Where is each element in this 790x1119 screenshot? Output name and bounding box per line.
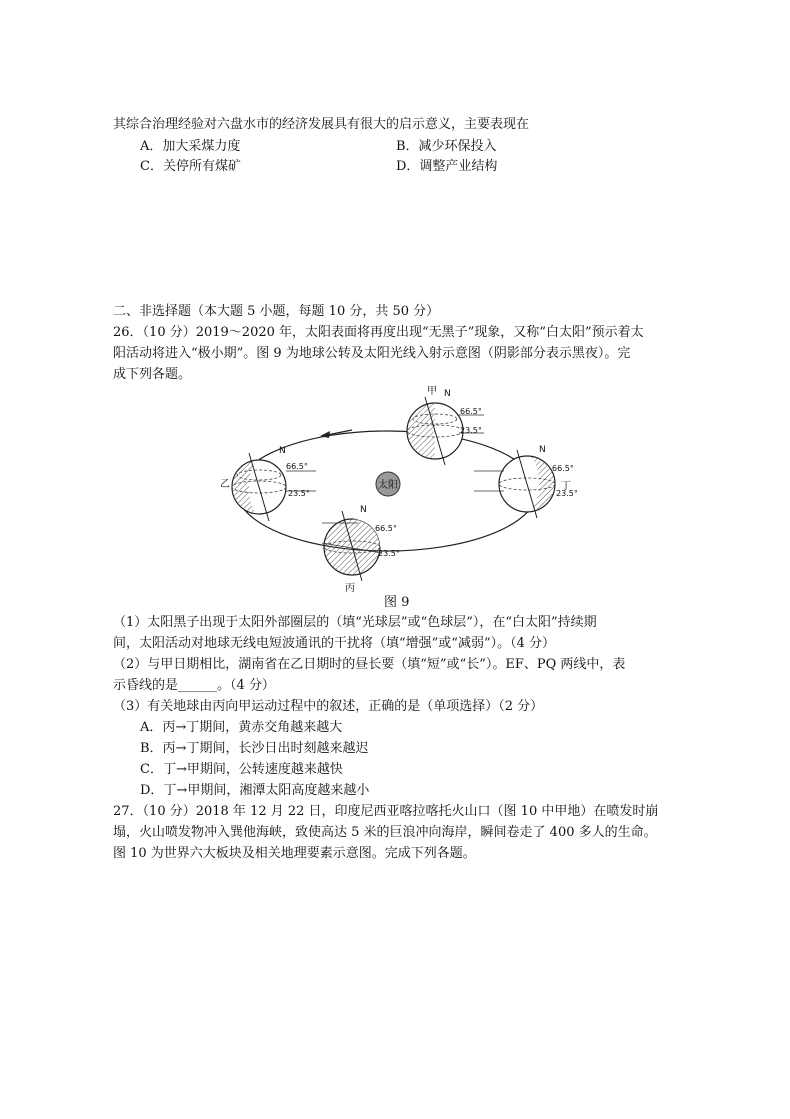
q26-sub2-line-2: 示昏线的是______。（4 分）: [113, 678, 275, 693]
lat-arctic-label: 66.5°: [375, 524, 397, 533]
q26-sub3-option-b: B．丙→丁期间，长沙日出时刻越来越迟: [140, 741, 369, 756]
q26-sub1-line-1: （1）太阳黑子出现于太阳外部圈层的（填“光球层”或“色球层”），在“白太阳”持续期: [113, 615, 597, 630]
earth-position-yi: [220, 446, 316, 521]
earth-position-bing: [322, 505, 408, 594]
q26-sub3-option-c: C．丁→甲期间，公转速度越来越快: [140, 762, 343, 777]
earth-position-ding: [474, 445, 578, 518]
lat-tropic-label: 23.5°: [288, 489, 310, 498]
q25-stem: 其综合治理经验对六盘水市的经济发展具有很大的启示意义，主要表现在: [113, 117, 530, 132]
q25-option-c: C．关停所有煤矿: [140, 159, 241, 174]
lat-tropic-label: 23.5°: [460, 426, 482, 435]
q26-sub2-line-1: （2）与甲日期相比，湖南省在乙日期时的昼长要（填“短”或“长”）。EF、PQ 两线中，表: [113, 657, 626, 672]
earth-orbit-diagram: [220, 383, 578, 594]
sun-label: 太阳: [378, 480, 398, 491]
q26-intro-line-1: 26．（10 分）2019～2020 年，太阳表面将再度出现“无黑子”现象，又称“白太阳”预示着太: [113, 325, 644, 340]
q27-intro-line-2: 塌，火山喷发物冲入巽他海峡，致使高达 5 米的巨浪冲向海岸，瞬间卷走了 400 多人的生命。: [113, 825, 657, 840]
q26-sub3-stem: （3）有关地球由丙向甲运动过程中的叙述，正确的是（单项选择）（2 分）: [113, 699, 544, 714]
section-heading: 二、非选择题（本大题 5 小题，每题 10 分，共 50 分）: [113, 304, 440, 319]
label-jia: 甲: [427, 386, 437, 397]
q25-option-d: D．调整产业结构: [396, 159, 498, 174]
q26-intro-line-3: 成下列各题。: [113, 367, 192, 382]
north-label: N: [444, 389, 451, 399]
q25-option-a: A．加大采煤力度: [140, 139, 241, 154]
sun: [376, 472, 400, 496]
north-label: N: [279, 446, 286, 456]
lat-tropic-label: 23.5°: [556, 489, 578, 498]
q26-sub3-option-d: D．丁→甲期间，湘潭太阳高度越来越小: [140, 783, 370, 798]
q27-intro-line-3: 图 10 为世界六大板块及相关地理要素示意图。完成下列各题。: [113, 846, 476, 861]
lat-arctic-label: 66.5°: [286, 462, 308, 471]
q25-option-b: B．减少环保投入: [396, 139, 497, 154]
north-label: N: [360, 505, 367, 515]
earth-position-jia: [407, 385, 484, 465]
lat-arctic-label: 66.5°: [460, 407, 482, 416]
q26-intro-line-2: 阳活动将进入“极小期”。图 9 为地球公转及太阳光线入射示意图（阴影部分表示黑夜）。完: [113, 346, 631, 361]
label-bing: 丙: [345, 583, 355, 594]
north-label: N: [539, 445, 546, 455]
lat-tropic-label: 23.5°: [378, 549, 400, 558]
figure-caption: 图 9: [384, 595, 410, 610]
lat-arctic-label: 66.5°: [552, 464, 574, 473]
q27-intro-line-1: 27．（10 分）2018 年 12 月 22 日，印度尼西亚喀拉喀托火山口（图 10 中甲地）在喷发时崩: [113, 804, 659, 819]
q26-sub3-option-a: A．丙→丁期间，黄赤交角越来越大: [140, 720, 343, 735]
q26-sub1-line-2: 间，太阳活动对地球无线电短波通讯的干扰将（填“增强”或“减弱”）。（4 分）: [113, 636, 555, 651]
label-yi: 乙: [220, 479, 230, 490]
label-ding: 丁: [561, 481, 571, 492]
